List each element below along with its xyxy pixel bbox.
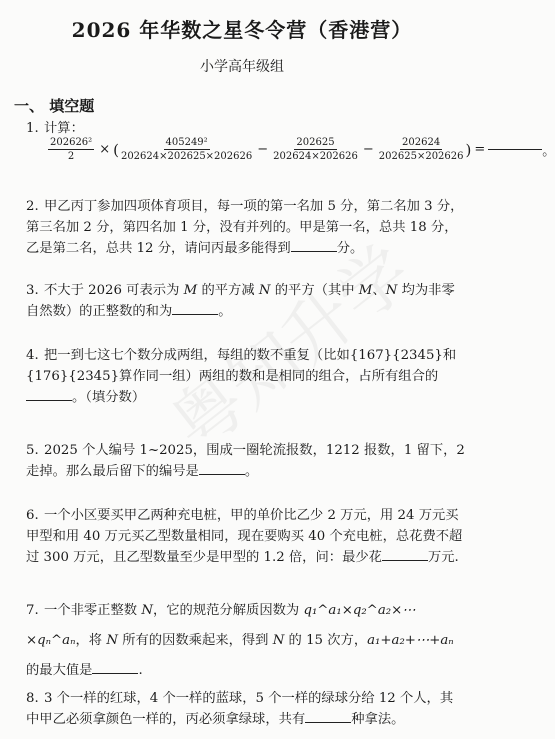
fraction <box>379 137 464 162</box>
numerator: 202625 <box>296 137 335 148</box>
variable: N <box>106 633 118 648</box>
question-6 <box>26 505 466 568</box>
question-text-tail: 。 <box>218 304 232 319</box>
fraction <box>121 137 252 162</box>
answer-blank[interactable] <box>199 474 245 475</box>
question-text-tail: 。 <box>244 464 259 479</box>
variable: N <box>272 633 285 648</box>
answer-blank[interactable] <box>291 251 337 252</box>
question-8 <box>26 688 466 730</box>
question-text: 把一到七这七个数分成两组，每组的数不重复（比如{167}{2345}和{176}{2345}算作同一组）两组的数和是相同的组合，占所有组合的 <box>26 348 457 384</box>
denominator: 202625×202626 <box>378 151 464 162</box>
fraction <box>48 137 94 162</box>
right-paren: ) <box>465 140 472 159</box>
denominator: 202624×202626 <box>273 151 358 162</box>
minus-sign: − <box>362 142 374 157</box>
question-4 <box>26 345 466 408</box>
variable: M <box>183 283 198 298</box>
question-text-tail: 种拿法。 <box>351 712 405 727</box>
page-subtitle: 小学高年级组 <box>200 59 284 75</box>
question-number: 5. <box>26 443 39 458</box>
question-text: 2025 个人编号 1~2025，围成一圈轮流报数，1212 报数，1 留下，2 走掉。那么最后留下的编号是 <box>26 443 465 479</box>
question-text-tail: . <box>138 663 143 678</box>
question-text: 的平方减 <box>197 283 259 298</box>
question-text: 不大于 2026 可表示为 <box>44 283 184 298</box>
numerator: 405249² <box>165 137 208 148</box>
question-number: 6. <box>26 508 39 523</box>
answer-blank[interactable] <box>26 400 72 401</box>
question-text: 均为非零自然数）的正整数的和为 <box>26 283 455 319</box>
numerator: 202624 <box>402 137 441 148</box>
numerator: 202626² <box>50 137 93 148</box>
answer-blank[interactable] <box>305 722 351 723</box>
question-text-tail: 万元. <box>427 550 459 565</box>
answer-blank[interactable] <box>92 673 138 674</box>
question-text: 一个非零正整数 <box>44 603 142 618</box>
question-2 <box>26 196 466 259</box>
variable: N <box>141 603 153 618</box>
question-text: ，将 <box>75 633 107 648</box>
denominator: 2 <box>67 151 75 162</box>
question-text-tail: 。（填分数） <box>72 390 146 405</box>
question-number: 1. <box>26 121 39 136</box>
question-text: 的平方（其中 <box>270 283 359 298</box>
question-3 <box>26 280 466 322</box>
answer-blank[interactable] <box>488 149 542 150</box>
question-number: 3. <box>26 283 39 298</box>
question-number: 7. <box>26 603 39 618</box>
answer-blank[interactable] <box>172 314 218 315</box>
q1-expression <box>46 137 555 162</box>
question-5 <box>26 440 466 482</box>
question-text: 的最大值是 <box>26 663 93 678</box>
punctuation: 。 <box>542 144 555 159</box>
question-7 <box>26 596 466 686</box>
question-text: 的 15 次方， <box>284 633 368 648</box>
question-number: 4. <box>26 348 39 363</box>
sum-expression: a₁+a₂+⋯+aₙ <box>367 633 454 648</box>
minus-sign: − <box>257 142 269 157</box>
question-text: 甲乙丙丁参加四项体育项目，每一项的第一名加 5 分，第二名加 3 分，第三名加 2 分，第四名加 1 分，没有并列的。甲是第一名，总共 18 分，乙是第二名，总共 12 分，请问丙最多能得到 <box>26 199 464 256</box>
denominator: 202624×202625×202626 <box>120 151 253 162</box>
question-1 <box>26 118 466 139</box>
answer-blank[interactable] <box>382 560 428 561</box>
question-number: 8. <box>26 691 39 706</box>
section-heading: 一、 填空题 <box>14 97 95 115</box>
question-text: ，它的规范分解质因数为 <box>152 603 304 618</box>
question-text: 计算： <box>44 121 84 136</box>
left-paren: ( <box>113 140 119 159</box>
variable: N <box>258 283 271 298</box>
variable: N <box>385 283 398 298</box>
question-text-tail: 分。 <box>336 241 364 256</box>
question-text: 3 个一样的红球，4 个一样的蓝球，5 个一样的绿球分给 12 个人，其中甲乙必须拿颜色一样的，丙必须拿绿球，共有 <box>26 691 454 727</box>
variable: M <box>358 283 373 298</box>
equals-sign: = <box>474 142 486 157</box>
prime-factorization-formula: q₁^a₁×q₂^a₂×⋯×qₙ^aₙ <box>26 603 416 648</box>
page-title: 2026 年华数之星冬令营（香港营） <box>71 18 413 42</box>
fraction <box>273 137 358 162</box>
question-text: 一个小区要买甲乙两种充电桩，甲的单价比乙少 2 万元，用 24 万元买甲型和用 40 万元买乙型数量相同，现在要购买 40 个充电桩，总花费不超过 300 万元，且乙型数量至少是甲型的 1.2 倍，问：最少花 <box>26 508 463 565</box>
times-sign: × <box>99 142 111 157</box>
question-text: 所有的因数乘起来，得到 <box>117 633 273 648</box>
question-text: 、 <box>372 283 386 298</box>
question-number: 2. <box>26 199 39 214</box>
